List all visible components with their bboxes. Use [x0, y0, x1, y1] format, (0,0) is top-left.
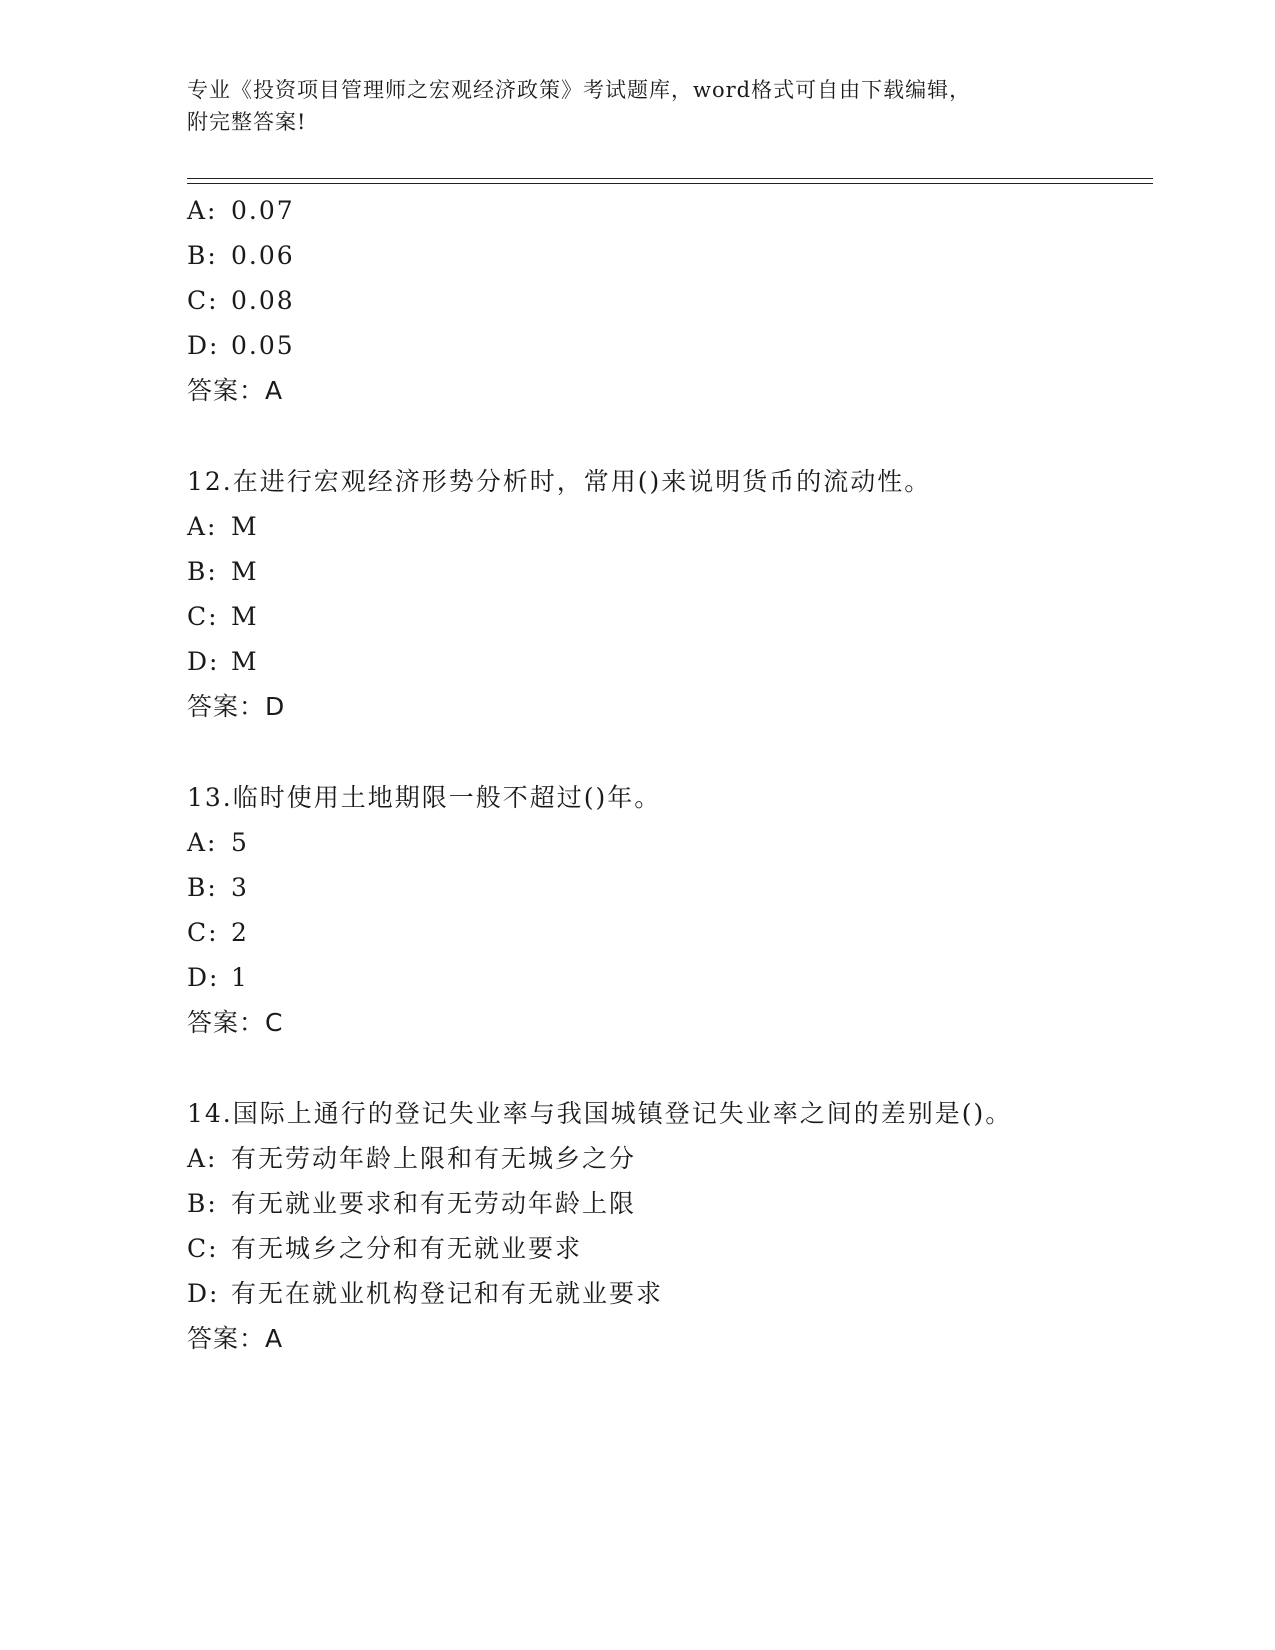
document-header — [187, 74, 1087, 138]
option-d — [187, 963, 249, 993]
option-label: B: — [187, 241, 218, 270]
option-label: D: — [187, 963, 220, 992]
option-text: M — [231, 512, 259, 541]
option-text: 2 — [231, 918, 249, 947]
option-text: 0.07 — [231, 196, 295, 225]
answer-line: 答案：A — [187, 1324, 284, 1353]
header-line-1: 专业《投资项目管理师之宏观经济政策》考试题库，word格式可自由下载编辑， — [187, 78, 972, 102]
option-label: D: — [187, 1279, 220, 1308]
answer-line: 答案：A — [187, 376, 284, 405]
header-divider-top — [187, 178, 1153, 179]
answer-line: 答案：D — [187, 692, 286, 721]
question-text: 13.临时使用土地期限一般不超过()年。 — [187, 783, 662, 812]
option-text: 5 — [231, 828, 249, 857]
option-text: 有无劳动年龄上限和有无城乡之分 — [231, 1144, 637, 1173]
option-label: A: — [187, 512, 218, 541]
header-line-2: 附完整答案! — [187, 110, 307, 134]
option-label: B: — [187, 1189, 218, 1218]
option-c — [187, 918, 249, 948]
option-text: M — [231, 647, 259, 676]
option-text: 3 — [231, 873, 249, 902]
header-divider-bottom — [187, 183, 1153, 184]
option-a — [187, 828, 249, 858]
option-a — [187, 196, 295, 226]
option-text: 有无就业要求和有无劳动年龄上限 — [231, 1189, 637, 1218]
option-c — [187, 602, 259, 632]
option-c — [187, 286, 295, 316]
answer-line: 答案：C — [187, 1008, 284, 1037]
option-a — [187, 512, 259, 542]
question-text: 12.在进行宏观经济形势分析时，常用()来说明货币的流动性。 — [187, 467, 932, 496]
option-label: C: — [187, 918, 219, 947]
option-text: 0.06 — [231, 241, 295, 270]
option-label: A: — [187, 196, 218, 225]
option-text: 0.08 — [231, 286, 295, 315]
option-d — [187, 1279, 663, 1309]
option-text: 1 — [231, 963, 249, 992]
option-label: D: — [187, 331, 220, 360]
option-text: 有无在就业机构登记和有无就业要求 — [231, 1279, 664, 1308]
option-b — [187, 1189, 636, 1219]
option-c — [187, 1234, 582, 1264]
option-b — [187, 241, 295, 271]
option-label: A: — [187, 828, 218, 857]
option-text: M — [231, 602, 259, 631]
option-d — [187, 331, 295, 361]
option-text: M — [231, 557, 259, 586]
option-label: B: — [187, 873, 218, 902]
option-b — [187, 873, 249, 903]
option-b — [187, 557, 259, 587]
option-label: C: — [187, 1234, 219, 1263]
option-d — [187, 647, 259, 677]
option-label: A: — [187, 1144, 218, 1173]
option-label: D: — [187, 647, 220, 676]
question-text: 14.国际上通行的登记失业率与我国城镇登记失业率之间的差别是()。 — [187, 1099, 1013, 1128]
option-a — [187, 1144, 636, 1174]
option-text: 0.05 — [231, 331, 295, 360]
option-label: B: — [187, 557, 218, 586]
option-label: C: — [187, 602, 219, 631]
option-text: 有无城乡之分和有无就业要求 — [231, 1234, 583, 1263]
option-label: C: — [187, 286, 219, 315]
